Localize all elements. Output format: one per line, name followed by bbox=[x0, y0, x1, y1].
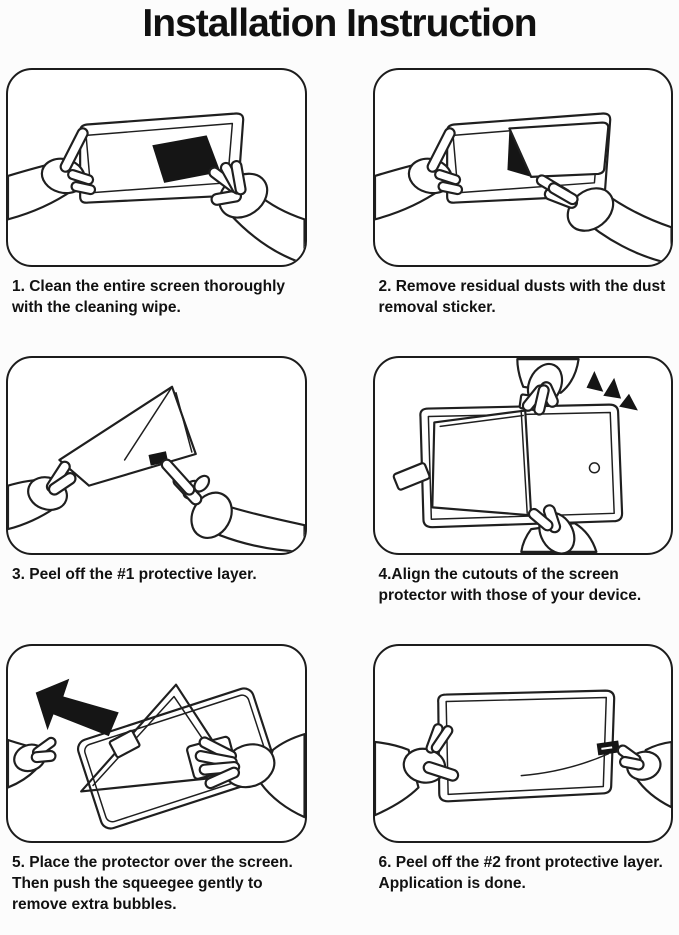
front-layer-edge bbox=[521, 754, 608, 776]
step-4-panel bbox=[373, 356, 674, 555]
pull-tab bbox=[596, 741, 619, 756]
step-3 bbox=[6, 356, 307, 624]
steps-grid bbox=[0, 68, 679, 935]
step-1-panel bbox=[6, 68, 307, 267]
step-5-panel bbox=[6, 644, 307, 843]
left-hand bbox=[8, 127, 96, 220]
left-hand bbox=[375, 127, 463, 220]
right-hand bbox=[535, 174, 671, 264]
step-5-caption: 5. Place the protector over the screen. Then push the squeegee gently to remove extra bubbles. bbox=[12, 854, 293, 914]
step-6-panel bbox=[373, 644, 674, 843]
direction-arrow bbox=[36, 679, 119, 736]
tablet bbox=[438, 691, 614, 802]
step-5-illustration bbox=[8, 646, 305, 841]
step-3-panel bbox=[6, 356, 307, 555]
left-hand bbox=[8, 736, 57, 787]
step-1 bbox=[6, 68, 307, 336]
camera-hole bbox=[589, 463, 599, 473]
right-hand bbox=[186, 734, 304, 817]
step-1-illustration bbox=[8, 70, 305, 265]
step-4 bbox=[373, 356, 674, 624]
step-2 bbox=[373, 68, 674, 336]
right-hand bbox=[160, 458, 305, 552]
step-2-illustration bbox=[375, 70, 672, 265]
step-2-panel bbox=[373, 68, 674, 267]
step-1-caption: 1. Clean the entire screen thoroughly with the cleaning wipe. bbox=[12, 278, 286, 317]
instruction-sheet bbox=[0, 2, 679, 917]
right-hand bbox=[207, 160, 304, 264]
right-hand bbox=[615, 742, 671, 807]
step-5 bbox=[6, 644, 307, 915]
step-6-illustration bbox=[375, 646, 672, 841]
bottom-hand bbox=[521, 504, 596, 553]
step-6-caption: 6. Peel off the #2 front protective layer. Application is done. bbox=[378, 854, 663, 893]
left-hand bbox=[8, 460, 78, 529]
step-3-illustration bbox=[8, 358, 305, 553]
screen-protector bbox=[392, 411, 530, 516]
dust-removal-sticker bbox=[507, 123, 608, 177]
step-4-caption: 4.Align the cutouts of the screen protector with those of your device. bbox=[378, 566, 642, 605]
step-2-caption: 2. Remove residual dusts with the dust removal sticker. bbox=[378, 278, 666, 317]
side-tab bbox=[392, 462, 429, 490]
page-title: Installation Instruction bbox=[142, 2, 537, 45]
step-6 bbox=[373, 644, 674, 915]
step-3-caption: 3. Peel off the #1 protective layer. bbox=[12, 566, 257, 583]
step-4-illustration bbox=[375, 358, 672, 553]
